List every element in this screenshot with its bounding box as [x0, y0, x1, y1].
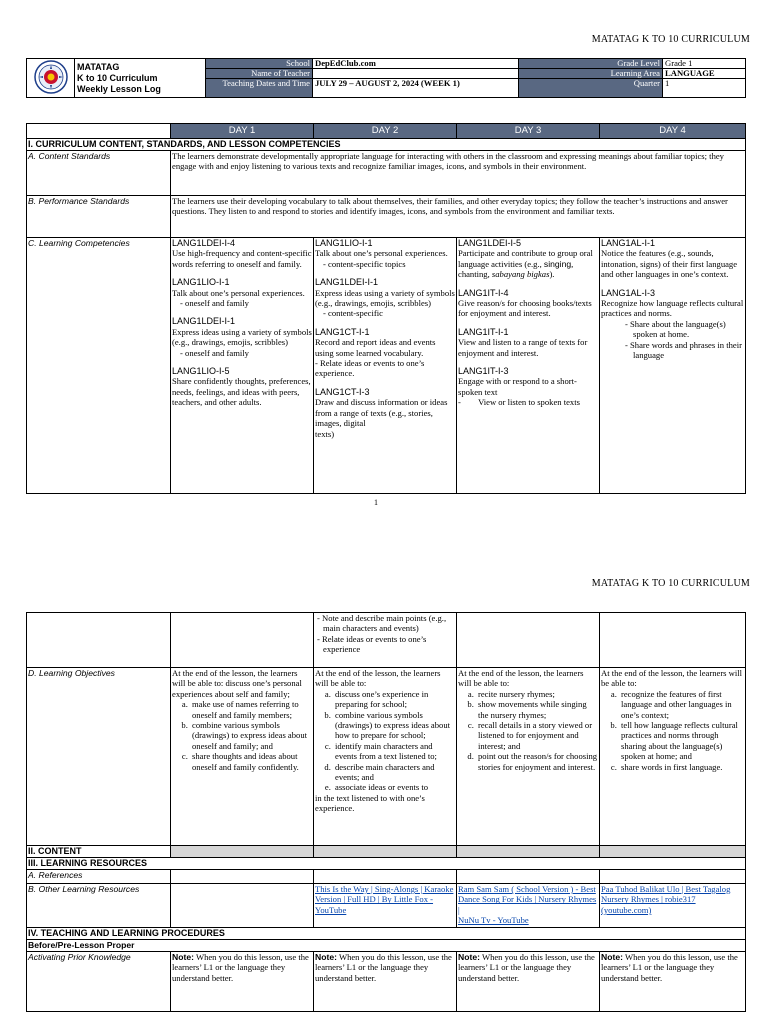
competency-text: Talk about one’s personal experiences. [315, 248, 448, 259]
log-title [75, 59, 206, 98]
competency-text: Express ideas using a variety of symbols (e.g., drawings, emojis, scribbles) [315, 287, 455, 309]
school-label: School [206, 59, 313, 69]
objective-item: b. combine various symbols (drawings) to express ideas about how to prepare for school; [333, 710, 455, 741]
objectives-intro: At the end of the lesson, the learners will be able to: [315, 668, 441, 689]
logo-cell [27, 59, 75, 98]
competency-text: texts) [315, 428, 335, 439]
objectives-tail: in the text listened to with one’s experience. [315, 792, 425, 814]
note-label: Note: [315, 952, 337, 962]
note-label: Note: [601, 952, 623, 962]
competency-bullet: - oneself and family [188, 348, 312, 358]
title-line-3: Weekly Lesson Log [77, 83, 161, 94]
objectives-intro: At the end of the lesson, the learners will be able to: discuss one’s personal experiences about self and family; [172, 668, 302, 699]
objective-item: a. recite nursery rhymes; [476, 689, 598, 699]
continued-text: - Note and describe main points (e.g., main characters and events) [317, 613, 447, 634]
objectives-intro: At the end of the lesson, the learners will be able to: [601, 668, 743, 689]
objective-item: e. associate ideas or events to [333, 782, 455, 792]
resource-link-day-3[interactable]: Ram Sam Sam ( School Version ) - Best Dance Song For Kids | Nursery Rhymes | [458, 884, 597, 915]
objective-item: c. recall details in a story viewed or listened to for enjoyment and interest; and [476, 720, 598, 751]
competency-code: LANG1LDEI-I-5 [458, 238, 522, 248]
objective-item: c. share words in first language. [619, 762, 744, 772]
competency-text: Engage with or respond to a short-spoken text [458, 376, 577, 397]
note-text: When you do this lesson, use the learners’ L1 or the language they understand better. [315, 952, 452, 983]
objective-item: b. show movements while singing the nursery rhymes; [476, 699, 598, 720]
note-day-3 [457, 952, 600, 1012]
note-text: When you do this lesson, use the learners’ L1 or the language they understand better. [458, 952, 595, 983]
day-4-header: DAY 4 [600, 124, 746, 139]
resource-link-day-4[interactable]: Paa Tuhod Balikat Ulo | Best Tagalog Nursery Rhymes | robie317 (youtube.com) [601, 884, 731, 915]
references-label: A. References [27, 870, 171, 884]
competency-text: Notice the features (e.g., sounds, intonation, signs) of their first language and other languages in one’s context. [601, 248, 738, 280]
area-label: Learning Area [519, 69, 663, 79]
note-label: Note: [172, 952, 194, 962]
competency-code: LANG1AL-I-1 [601, 238, 656, 248]
competency-text: , chanting, [458, 258, 574, 280]
competency-bullet: - Share about the language(s) spoken at home. [633, 319, 744, 340]
competency-text: Record and report ideas and events using some learned vocabulary. [315, 337, 436, 358]
quarter-label: Quarter [519, 79, 663, 98]
competency-code: LANG1IT-I-3 [458, 366, 509, 377]
competency-bullet: - content-specific [331, 308, 455, 318]
objective-item: b. tell how language reflects cultural practices and norms through sharing about the language(s) spoken at home; and [619, 720, 744, 762]
objective-item: a. discuss one’s experience in preparing for school; [333, 689, 455, 710]
objective-item: d. point out the reason/s for choosing stories for enjoyment and interest. [476, 751, 598, 772]
day-1-header: DAY 1 [171, 124, 314, 139]
continued-day-2 [314, 613, 457, 668]
resource-link-day-2[interactable]: This Is the Way | Sing-Alongs | Karaoke Version | Full HD | By Little Fox - YouTube [315, 884, 454, 915]
performance-standards-text: The learners use their developing vocabulary to talk about themselves, their families, and other everyday topics; they follow the teacher’s instructions and answer questions. They listen to and respond to stories and identify images, icons, and symbols from the environment and familiar texts. [171, 196, 746, 238]
competency-code: LANG1LIO-I-1 [315, 238, 373, 248]
curriculum-header: MATATAG K TO 10 CURRICULUM [591, 34, 750, 45]
dates-label: Teaching Dates and Time [206, 79, 313, 98]
competency-text: View and listen to a range of texts for enjoyment and interest. [458, 337, 588, 358]
other-resources-label: B. Other Learning Resources [27, 884, 171, 928]
content-standards-text: The learners demonstrate developmentally appropriate language for interacting with others in the classroom and expressing meanings about familiar topics; they engage with and enjoy listening to various texts and recognize familiar images, icons, and symbols in their environment. [171, 151, 746, 196]
note-day-4 [600, 952, 746, 1012]
competencies-day-3: LANG1LDEI-I-5 Participate and contribute to group oral language activities (e.g., singing, chanting, sabayang bigkas). LANG1IT-I-4 Give reason/s for choosing books/texts for enjoyment and interest. LANG1IT-I-1 View and listen to a range of texts for enjoyment and interest. LANG1IT-I-3 Engage with or respond to a short-spoken text - View or listen to spoken texts [457, 238, 600, 494]
area-value: LANGUAGE [663, 69, 746, 79]
lesson-table-page-2 [26, 612, 746, 1012]
title-line-1: MATATAG [77, 61, 120, 72]
lesson-table-page-1 [26, 123, 746, 494]
objective-item: a. make use of names referring to oneself and family members; [190, 699, 312, 720]
competency-code: LANG1LDEI-I-1 [315, 277, 379, 288]
competency-text: Participate and contribute to group oral language activities (e.g., [458, 248, 593, 269]
competency-bullet: View or listen to spoken texts [478, 397, 580, 408]
objective-item: a. recognize the features of first language and other languages in one’s context; [619, 689, 744, 720]
competency-code: LANG1LDEI-I-1 [172, 316, 236, 327]
competency-code: LANG1LDEI-I-4 [172, 238, 236, 248]
school-value: DepEdClub.com [313, 59, 519, 69]
competencies-day-2 [314, 238, 457, 494]
competency-code: LANG1CT-I-3 [315, 386, 370, 397]
competencies-day-1 [171, 238, 314, 494]
note-label: Note: [458, 952, 480, 962]
note-day-1 [171, 952, 314, 1012]
note-text: When you do this lesson, use the learners’ L1 or the language they understand better. [601, 952, 738, 983]
note-day-2 [314, 952, 457, 1012]
competency-code: LANG1CT-I-1 [315, 326, 370, 337]
content-standards-label: A. Content Standards [27, 151, 171, 196]
learning-competencies-label: C. Learning Competencies [27, 238, 171, 494]
objective-item: c. identify main characters and events from a text listened to; [333, 741, 455, 762]
competency-code: LANG1IT-I-1 [458, 326, 509, 337]
resource-link-day-3-cont[interactable]: NuNu Tv - YouTube [458, 915, 529, 926]
competency-text-italic: sabayang bigkas [491, 269, 550, 280]
objectives-day-1 [171, 668, 314, 846]
grade-label: Grade Level [519, 59, 663, 69]
activating-prior-knowledge-label: Activating Prior Knowledge [27, 952, 171, 1012]
note-text: When you do this lesson, use the learners’ L1 or the language they understand better. [172, 952, 309, 983]
teacher-value [313, 69, 519, 79]
competency-text-emph: singing [543, 258, 572, 269]
curriculum-header: MATATAG K TO 10 CURRICULUM [591, 578, 750, 589]
before-lesson-label: Before/Pre-Lesson Proper [27, 940, 746, 952]
performance-standards-label: B. Performance Standards [27, 196, 171, 238]
competency-text: Recognize how language reflects cultural practices and norms. [601, 298, 744, 319]
day-3-header: DAY 3 [457, 124, 600, 139]
section-curriculum-content: I. CURRICULUM CONTENT, STANDARDS, AND LESSON COMPETENCIES [27, 139, 746, 151]
competency-code: LANG1LIO-I-5 [172, 366, 230, 377]
section-content: II. CONTENT [27, 846, 171, 858]
competency-bullet: - content-specific topics [331, 259, 455, 269]
lesson-log-header [26, 58, 746, 98]
objective-item: c. share thoughts and ideas about oneself and family confidently. [190, 751, 312, 772]
competency-code: LANG1AL-I-3 [601, 287, 656, 298]
deped-seal-icon [34, 60, 68, 94]
grade-value: Grade 1 [663, 59, 746, 69]
competency-text: Draw and discuss information or ideas from a range of texts (e.g., stories, images, digital [315, 397, 448, 429]
competency-code: LANG1IT-I-4 [458, 287, 509, 298]
objectives-day-4 [600, 668, 746, 846]
competency-bullet: - oneself and family [188, 298, 312, 308]
competency-text: Talk about one’s personal experiences. [172, 287, 305, 298]
title-line-2: K to 10 Curriculum [77, 72, 158, 83]
page-number: 1 [374, 498, 378, 507]
dates-value: JULY 29 – AUGUST 2, 2024 (WEEK 1) [313, 79, 519, 98]
competency-text: Use high-frequency and content-specific words referring to oneself and family. [172, 248, 312, 269]
competency-bullet: - Share words and phrases in their language [633, 340, 744, 361]
section-teaching-procedures: IV. TEACHING AND LEARNING PROCEDURES [27, 928, 746, 940]
teacher-label: Name of Teacher [206, 69, 313, 79]
competency-code: LANG1LIO-I-1 [172, 277, 230, 288]
continued-text: - Relate ideas or events to one’s experience [317, 633, 427, 655]
objectives-day-2 [314, 668, 457, 846]
competency-text: Express ideas using a variety of symbols (e.g., drawings, emojis, scribbles) [172, 326, 312, 348]
objective-item: d. describe main characters and events; and [333, 762, 455, 783]
quarter-value: 1 [663, 79, 746, 98]
competency-text: Give reason/s for choosing books/texts for enjoyment and interest. [458, 298, 592, 319]
objectives-intro: At the end of the lesson, the learners will be able to: [458, 668, 584, 689]
day-2-header: DAY 2 [314, 124, 457, 139]
objective-item: b. combine various symbols (drawings) to express ideas about oneself and family; and [190, 720, 312, 751]
objectives-day-3 [457, 668, 600, 846]
competency-text: - Relate ideas or events to one’s experience. [315, 358, 425, 379]
competencies-day-4 [600, 238, 746, 494]
day-header-row [27, 124, 746, 139]
competency-text: ). [549, 269, 555, 280]
competency-text: Share confidently thoughts, preferences, needs, feelings, and ideas with peers, teachers, and other adults. [172, 376, 311, 408]
learning-objectives-label: D. Learning Objectives [27, 668, 171, 846]
section-learning-resources: III. LEARNING RESOURCES [27, 858, 746, 870]
